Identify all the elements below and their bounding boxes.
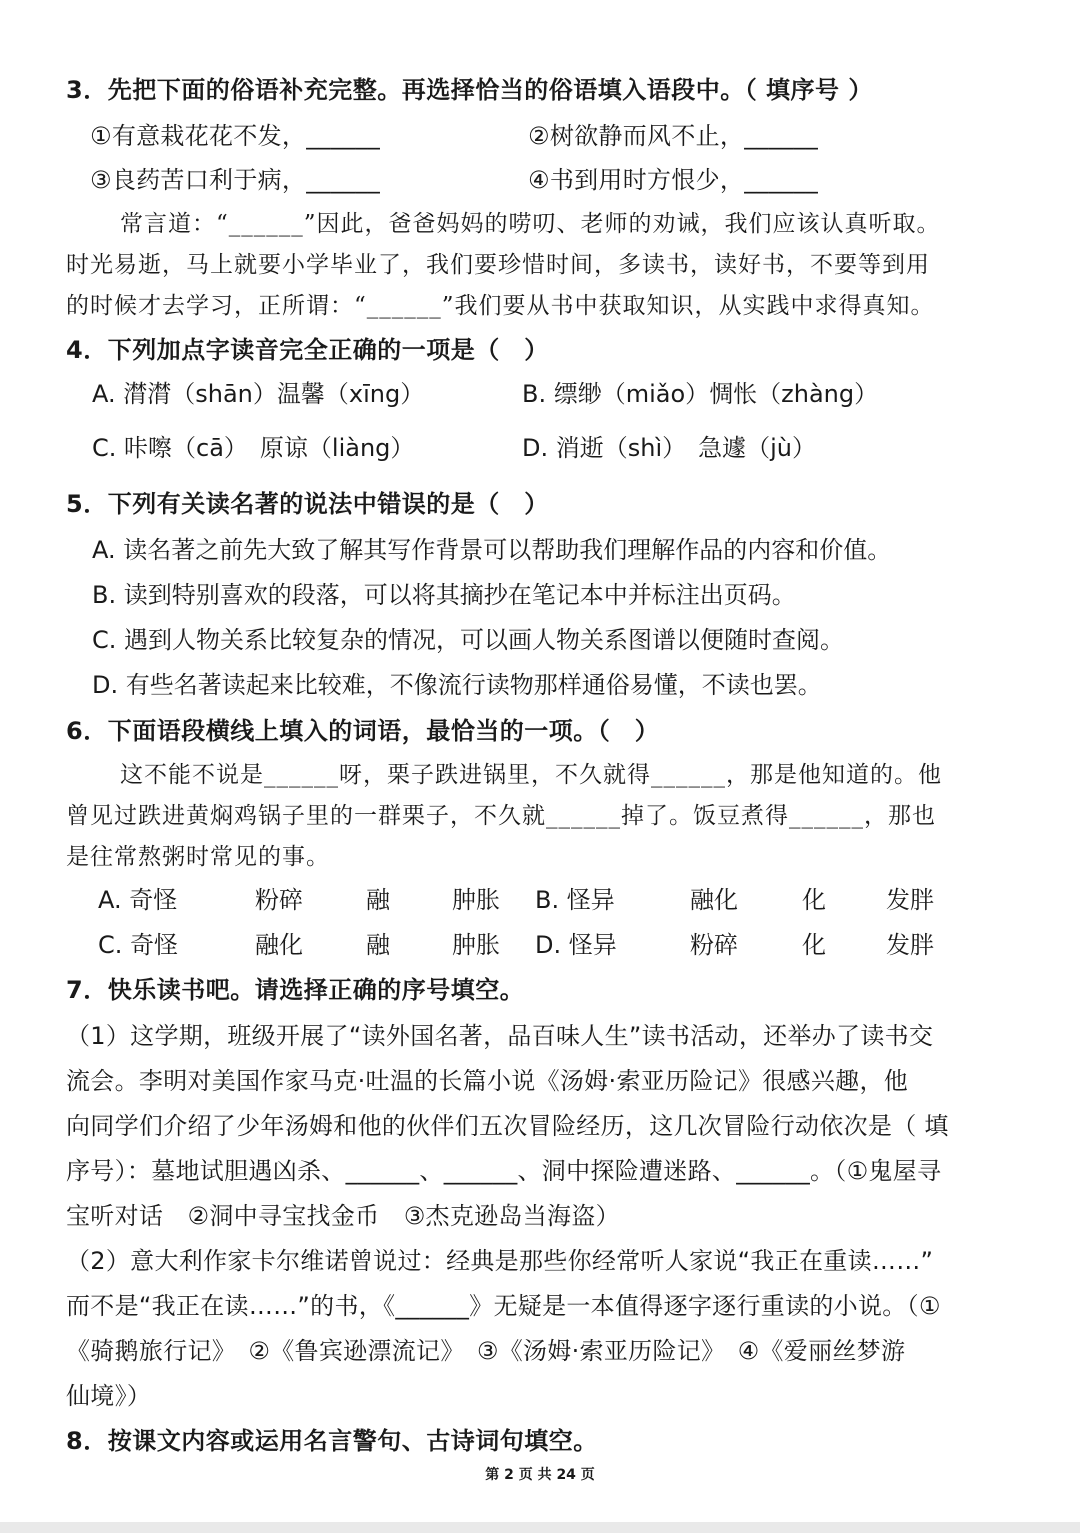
q7-line: 而不是“我正在读……”的书，《______》无疑是一本值得逐字逐行重读的小说。（① [66, 1292, 941, 1320]
q7-line: 向同学们介绍了少年汤姆和他的伙伴们五次冒险经历，这几次冒险行动依次是（ 填 [66, 1112, 949, 1140]
q5-option-a: A. 读名著之前先大致了解其写作背景可以帮助我们理解作品的内容和价值。 [92, 536, 892, 564]
q4-option-b: B. 缥缈（miǎo）惆怅（zhàng） [522, 380, 879, 408]
proverb-item: ③良药苦口利于病，______ [90, 166, 381, 194]
q6-word: 发胖 [886, 886, 934, 914]
q6-word: 融 [366, 886, 390, 914]
bottom-edge [0, 1522, 1080, 1533]
question-5-title: 5．下列有关读名著的说法中错误的是（ ） [66, 490, 549, 518]
q5-option-c: C. 遇到人物关系比较复杂的情况，可以画人物关系图谱以便随时查阅。 [92, 626, 845, 654]
q6-option-b: B. 怪异 [535, 886, 615, 914]
q6-passage-line: 是往常熬粥时常见的事。 [66, 844, 330, 870]
question-4-title: 4．下列加点字读音完全正确的一项是（ ） [66, 336, 549, 364]
q6-word: 化 [802, 886, 826, 914]
q3-passage-line: 时光易逝，马上就要小学毕业了，我们要珍惜时间，多读书，读好书，不要等到用 [66, 252, 930, 278]
q7-line: 宝听对话 ②洞中寻宝找金币 ③杰克逊岛当海盗） [66, 1202, 620, 1230]
question-7-title: 7．快乐读书吧。请选择正确的序号填空。 [66, 976, 525, 1004]
q6-word: 粉碎 [690, 931, 738, 959]
q6-option-a: A. 奇怪 [98, 886, 178, 914]
q6-word: 融化 [690, 886, 738, 914]
proverb-item: ②树欲静而风不止，______ [528, 122, 819, 150]
question-6-title: 6．下面语段横线上填入的词语，最恰当的一项。（ ） [66, 717, 660, 745]
q4-option-c: C. 咔嚓（cā） 原谅（liàng） [92, 434, 415, 462]
proverb-item: ①有意栽花花不发，______ [90, 122, 381, 150]
q6-passage-line: 这不能不说是______呀，栗子跌进锅里，不久就得______，那是他知道的。他 [120, 762, 942, 788]
q7-line: 流会。李明对美国作家马克·吐温的长篇小说《汤姆·索亚历险记》很感兴趣，他 [66, 1067, 909, 1095]
q6-word: 化 [802, 931, 826, 959]
q6-word: 发胖 [886, 931, 934, 959]
question-8-title: 8．按课文内容或运用名言警句、古诗词句填空。 [66, 1427, 598, 1455]
page-footer: 第 2 页 共 24 页 [485, 1467, 595, 1483]
q6-passage-line: 曾见过跌进黄焖鸡锅子里的一群栗子，不久就______掉了。饭豆煮得______，那也 [66, 803, 936, 829]
q7-line: 仙境》） [66, 1382, 152, 1410]
q6-word: 融 [366, 931, 390, 959]
question-3-title: 3．先把下面的俗语补充完整。再选择恰当的俗语填入语段中。（ 填序号 ） [66, 76, 873, 104]
q5-option-b: B. 读到特别喜欢的段落，可以将其摘抄在笔记本中并标注出页码。 [92, 581, 796, 609]
q3-passage-line: 的时候才去学习，正所谓：“______”我们要从书中获取知识，从实践中求得真知。 [66, 293, 935, 319]
q6-word: 肿胀 [452, 931, 500, 959]
q6-word: 融化 [255, 931, 303, 959]
q7-line: （1）这学期，班级开展了“读外国名著，品百味人生”读书活动，还举办了读书交 [66, 1022, 934, 1050]
proverb-item: ④书到用时方恨少，______ [528, 166, 819, 194]
q6-option-c: C. 奇怪 [98, 931, 179, 959]
q7-line: （2）意大利作家卡尔维诺曾说过：经典是那些你经常听人家说“我正在重读……” [66, 1247, 934, 1275]
q7-line: 序号）：墓地试胆遇凶杀、______、______、洞中探险遭迷路、______。（①鬼屋寻 [66, 1157, 942, 1185]
q3-passage-line: 常言道：“______”因此，爸爸妈妈的唠叨、老师的劝诫，我们应该认真听取。 [120, 211, 941, 237]
q6-option-d: D. 怪异 [535, 931, 617, 959]
q4-option-d: D. 消逝（shì） 急遽（jù） [522, 434, 816, 462]
q5-option-d: D. 有些名著读起来比较难，不像流行读物那样通俗易懂，不读也罢。 [92, 671, 822, 699]
q4-option-a: A. 潸潸（shān）温馨（xīng） [92, 380, 425, 408]
q6-word: 粉碎 [255, 886, 303, 914]
q6-word: 肿胀 [452, 886, 500, 914]
q7-line: 《骑鹅旅行记》 ②《鲁宾逊漂流记》 ③《汤姆·索亚历险记》 ④《爱丽丝梦游 [66, 1337, 906, 1365]
